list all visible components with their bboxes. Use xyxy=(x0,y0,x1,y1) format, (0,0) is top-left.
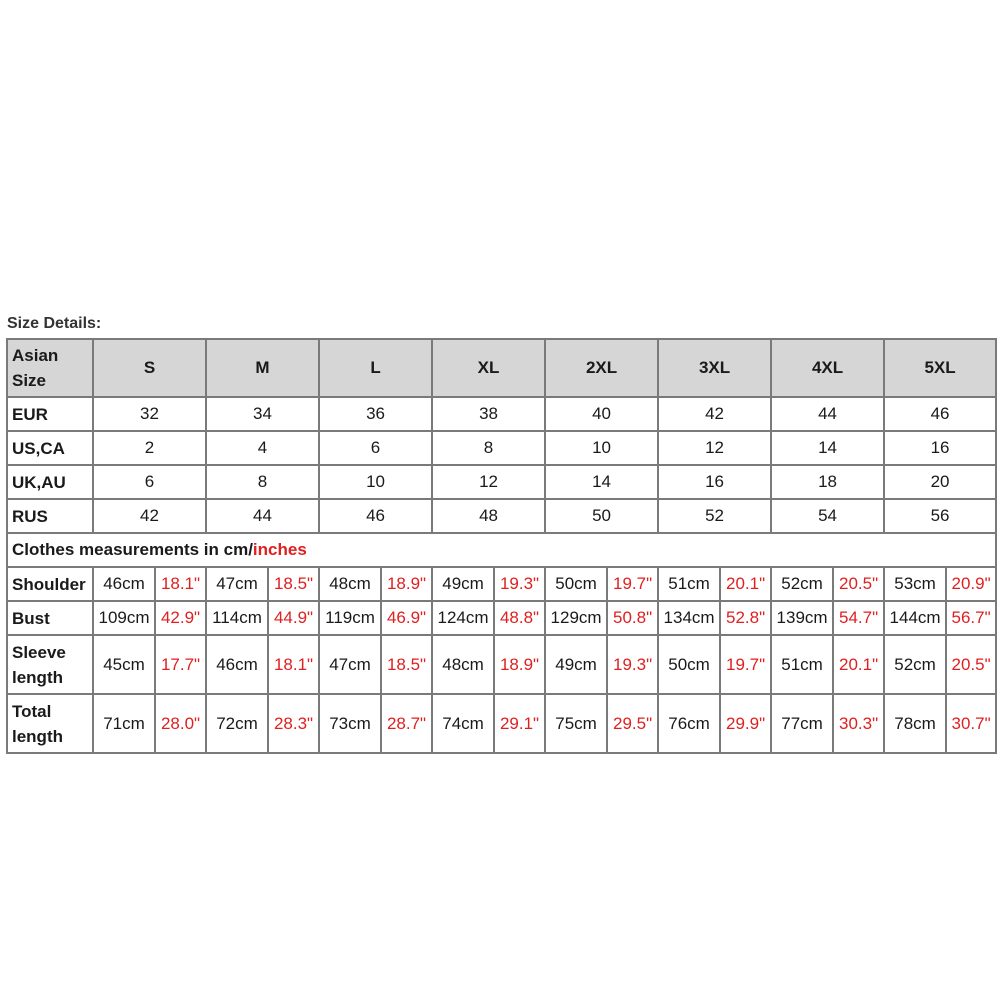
inch-value-cell: 20.5" xyxy=(833,567,884,601)
conversion-value-cell: 16 xyxy=(884,431,996,465)
cm-value-cell: 73cm xyxy=(319,694,381,753)
conversion-value-cell: 6 xyxy=(93,465,206,499)
cm-value-cell: 45cm xyxy=(93,635,155,694)
conversion-value-cell: 50 xyxy=(545,499,658,533)
conversion-value-cell: 12 xyxy=(432,465,545,499)
conversion-value-cell: 42 xyxy=(93,499,206,533)
cm-value-cell: 119cm xyxy=(319,601,381,635)
measurement-row xyxy=(7,601,996,635)
conversion-value-cell: 36 xyxy=(319,397,432,431)
size-header-cell: 2XL xyxy=(545,339,658,397)
conversion-value-cell: 8 xyxy=(432,431,545,465)
conversion-value-cell: 2 xyxy=(93,431,206,465)
section-label-prefix: Clothes measurements in cm/ xyxy=(12,540,253,559)
cm-value-cell: 74cm xyxy=(432,694,494,753)
conversion-value-cell: 8 xyxy=(206,465,319,499)
inch-value-cell: 46.9" xyxy=(381,601,432,635)
cm-value-cell: 50cm xyxy=(545,567,607,601)
conversion-value-cell: 10 xyxy=(545,431,658,465)
conversion-value-cell: 54 xyxy=(771,499,884,533)
cm-value-cell: 53cm xyxy=(884,567,946,601)
conversion-row xyxy=(7,465,996,499)
inch-value-cell: 20.1" xyxy=(720,567,771,601)
inch-value-cell: 28.0" xyxy=(155,694,206,753)
inch-value-cell: 42.9" xyxy=(155,601,206,635)
conversion-value-cell: 40 xyxy=(545,397,658,431)
cm-value-cell: 114cm xyxy=(206,601,268,635)
conversion-value-cell: 46 xyxy=(319,499,432,533)
inch-value-cell: 48.8" xyxy=(494,601,545,635)
cm-value-cell: 46cm xyxy=(93,567,155,601)
inch-value-cell: 56.7" xyxy=(946,601,996,635)
conversion-value-cell: 34 xyxy=(206,397,319,431)
size-header-cell: 5XL xyxy=(884,339,996,397)
conversion-row xyxy=(7,431,996,465)
inch-value-cell: 29.1" xyxy=(494,694,545,753)
cm-value-cell: 49cm xyxy=(545,635,607,694)
row-label: Shoulder xyxy=(7,567,93,601)
conversion-value-cell: 12 xyxy=(658,431,771,465)
cm-value-cell: 52cm xyxy=(771,567,833,601)
conversion-value-cell: 14 xyxy=(771,431,884,465)
cm-value-cell: 144cm xyxy=(884,601,946,635)
inch-value-cell: 52.8" xyxy=(720,601,771,635)
cm-value-cell: 139cm xyxy=(771,601,833,635)
cm-value-cell: 47cm xyxy=(206,567,268,601)
inch-value-cell: 20.5" xyxy=(946,635,996,694)
inch-value-cell: 29.5" xyxy=(607,694,658,753)
inch-value-cell: 17.7" xyxy=(155,635,206,694)
size-header-row xyxy=(7,339,996,397)
inch-value-cell: 54.7" xyxy=(833,601,884,635)
conversion-value-cell: 6 xyxy=(319,431,432,465)
size-header-cell: 3XL xyxy=(658,339,771,397)
inch-value-cell: 30.3" xyxy=(833,694,884,753)
conversion-value-cell: 44 xyxy=(206,499,319,533)
inch-value-cell: 19.7" xyxy=(720,635,771,694)
conversion-value-cell: 32 xyxy=(93,397,206,431)
cm-value-cell: 47cm xyxy=(319,635,381,694)
conversion-value-cell: 38 xyxy=(432,397,545,431)
size-header-cell: M xyxy=(206,339,319,397)
size-header-cell: XL xyxy=(432,339,545,397)
conversion-value-cell: 42 xyxy=(658,397,771,431)
inch-value-cell: 19.7" xyxy=(607,567,658,601)
inch-value-cell: 18.5" xyxy=(268,567,319,601)
row-label: US,CA xyxy=(7,431,93,465)
inch-value-cell: 19.3" xyxy=(607,635,658,694)
cm-value-cell: 46cm xyxy=(206,635,268,694)
inch-value-cell: 44.9" xyxy=(268,601,319,635)
size-table-body xyxy=(7,339,996,753)
inch-value-cell: 19.3" xyxy=(494,567,545,601)
cm-value-cell: 72cm xyxy=(206,694,268,753)
inch-value-cell: 28.3" xyxy=(268,694,319,753)
cm-value-cell: 50cm xyxy=(658,635,720,694)
row-label: Sleeve length xyxy=(7,635,93,694)
page-title: Size Details: xyxy=(7,315,102,332)
size-header-cell: 4XL xyxy=(771,339,884,397)
conversion-value-cell: 18 xyxy=(771,465,884,499)
conversion-value-cell: 48 xyxy=(432,499,545,533)
cm-value-cell: 109cm xyxy=(93,601,155,635)
inch-value-cell: 20.9" xyxy=(946,567,996,601)
inch-value-cell: 18.5" xyxy=(381,635,432,694)
cm-value-cell: 52cm xyxy=(884,635,946,694)
inch-value-cell: 29.9" xyxy=(720,694,771,753)
cm-value-cell: 71cm xyxy=(93,694,155,753)
cm-value-cell: 75cm xyxy=(545,694,607,753)
inch-value-cell: 18.9" xyxy=(494,635,545,694)
inch-value-cell: 50.8" xyxy=(607,601,658,635)
conversion-value-cell: 44 xyxy=(771,397,884,431)
inch-value-cell: 18.1" xyxy=(268,635,319,694)
conversion-value-cell: 52 xyxy=(658,499,771,533)
conversion-value-cell: 56 xyxy=(884,499,996,533)
inch-value-cell: 18.1" xyxy=(155,567,206,601)
inch-value-cell: 30.7" xyxy=(946,694,996,753)
cm-value-cell: 77cm xyxy=(771,694,833,753)
measurement-row xyxy=(7,567,996,601)
inch-value-cell: 28.7" xyxy=(381,694,432,753)
cm-value-cell: 49cm xyxy=(432,567,494,601)
conversion-value-cell: 14 xyxy=(545,465,658,499)
header-label-cell: Asian Size xyxy=(7,339,93,397)
cm-value-cell: 134cm xyxy=(658,601,720,635)
section-label-highlight: inches xyxy=(252,540,307,559)
row-label: UK,AU xyxy=(7,465,93,499)
cm-value-cell: 51cm xyxy=(771,635,833,694)
cm-value-cell: 48cm xyxy=(432,635,494,694)
size-header-cell: S xyxy=(93,339,206,397)
inch-value-cell: 18.9" xyxy=(381,567,432,601)
measurements-section-row xyxy=(7,533,996,567)
conversion-row xyxy=(7,397,996,431)
row-label: EUR xyxy=(7,397,93,431)
inch-value-cell: 20.1" xyxy=(833,635,884,694)
conversion-value-cell: 4 xyxy=(206,431,319,465)
cm-value-cell: 48cm xyxy=(319,567,381,601)
cm-value-cell: 124cm xyxy=(432,601,494,635)
measurement-row xyxy=(7,635,996,694)
cm-value-cell: 129cm xyxy=(545,601,607,635)
size-header-cell: L xyxy=(319,339,432,397)
conversion-value-cell: 16 xyxy=(658,465,771,499)
cm-value-cell: 76cm xyxy=(658,694,720,753)
size-table xyxy=(6,338,997,754)
conversion-value-cell: 20 xyxy=(884,465,996,499)
row-label: Bust xyxy=(7,601,93,635)
row-label: RUS xyxy=(7,499,93,533)
conversion-value-cell: 46 xyxy=(884,397,996,431)
conversion-row xyxy=(7,499,996,533)
row-label: Total length xyxy=(7,694,93,753)
cm-value-cell: 78cm xyxy=(884,694,946,753)
conversion-value-cell: 10 xyxy=(319,465,432,499)
measurement-row xyxy=(7,694,996,753)
measurements-section-label xyxy=(7,533,996,567)
cm-value-cell: 51cm xyxy=(658,567,720,601)
